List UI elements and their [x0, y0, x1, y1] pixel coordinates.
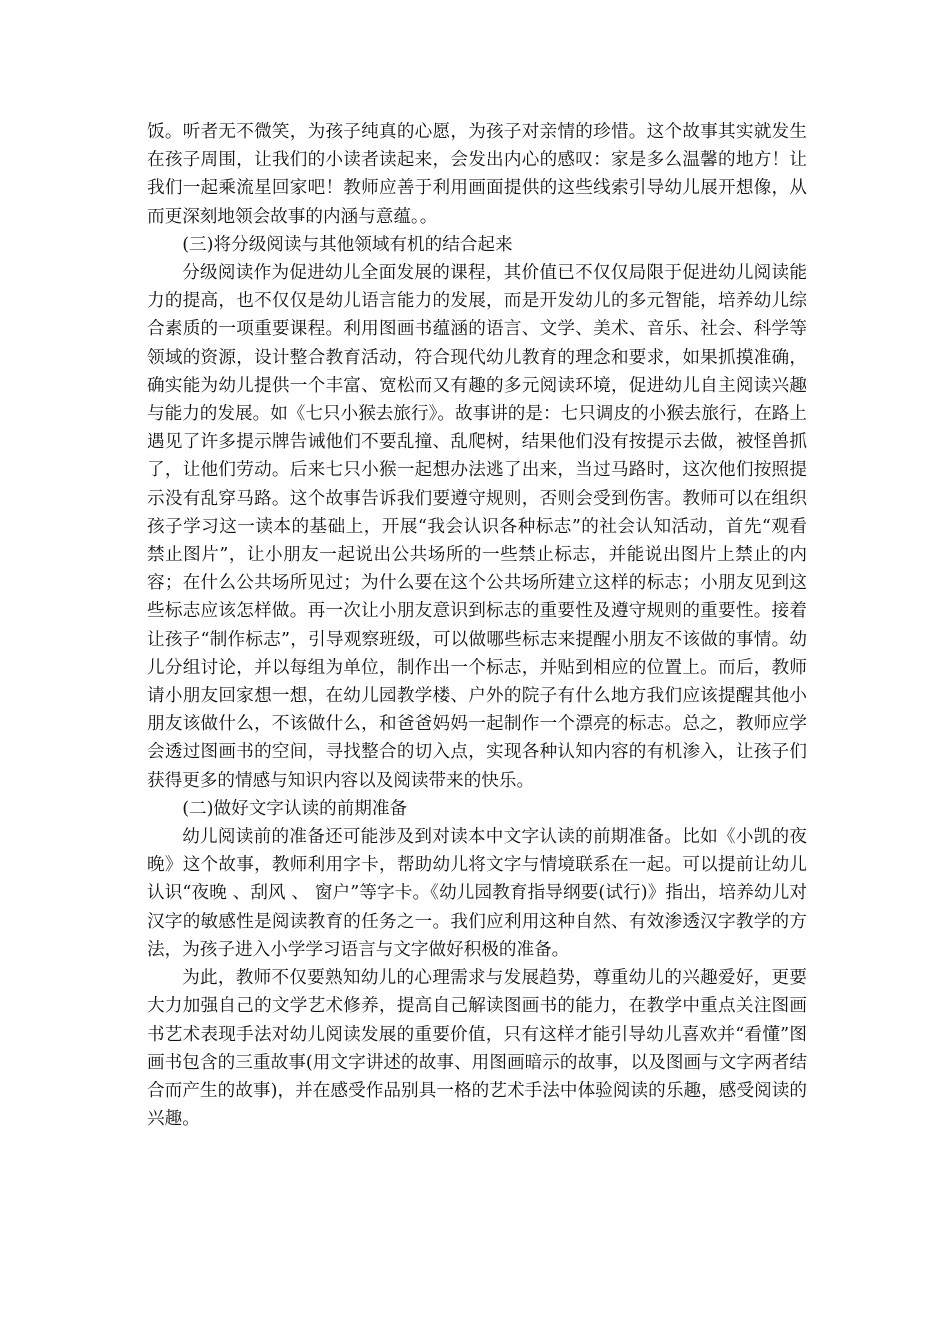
paragraph-word-reading: 幼儿阅读前的准备还可能涉及到对读本中文字认读的前期准备。比如《小凯的夜晚》这个故事，教师利用字卡，帮助幼儿将文字与情境联系在一起。可以提前让幼儿认识“夜晚 、刮风 、 窗户”等字卡。《幼儿园教育指导纲要(试行)》指出，培养幼儿对汉字的敏感性是阅读教育的任务之一。我们应利用这种自然、有效渗透汉字教学的方法，为孩子进入小学学习语言与文字做好积极的准备。 [147, 827, 807, 960]
section-heading-word-reading: (二)做好文字认读的前期准备 [182, 798, 408, 819]
paragraph-continuation: 饭。听者无不微笑，为孩子纯真的心愿，为孩子对亲情的珍惜。这个故事其实就发生在孩子周围，让我们的小读者读起来，会发出内心的感叹：家是多么温馨的地方！让我们一起乘流星回家吧！教师应善于利用画面提供的这些线索引导幼儿展开想像，从而更深刻地领会故事的内涵与意蕴。。 [147, 122, 807, 227]
paragraph-integration: 分级阅读作为促进幼儿全面发展的课程，其价值已不仅仅局限于促进幼儿阅读能力的提高，也不仅仅是幼儿语言能力的发展，而是开发幼儿的多元智能，培养幼儿综合素质的一项重要课程。利用图画书蕴涵的语言、文学、美术、音乐、社会、科学等领域的资源，设计整合教育活动，符合现代幼儿教育的理念和要求，如果抓摸准确，确实能为幼儿提供一个丰富、宽松而又有趣的多元阅读环境，促进幼儿自主阅读兴趣与能力的发展。如《七只小猴去旅行》。故事讲的是：七只调皮的小猴去旅行，在路上遇见了许多提示牌告诫他们不要乱撞、乱爬树，结果他们没有按提示去做，被怪兽抓了，让他们劳动。后来七只小猴一起想办法逃了出来，当过马路时，这次他们按照提示没有乱穿马路。这个故事告诉我们要遵守规则，否则会受到伤害。教师可以在组织孩子学习这一读本的基础上，开展“我会认识各种标志”的社会认知活动，首先“观看禁止图片”，让小朋友一起说出公共场所的一些禁止标志，并能说出图片上禁止的内容；在什么公共场所见过；为什么要在这个公共场所建立这样的标志；小朋友见到这些标志应该怎样做。再一次让小朋友意识到标志的重要性及遵守规则的重要性。接着让孩子“制作标志”，引导观察班级，可以做哪些标志来提醒小朋友不该做的事情。幼儿分组讨论，并以每组为单位，制作出一个标志，并贴到相应的位置上。而后，教师请小朋友回家想一想，在幼儿园教学楼、户外的院子有什么地方我们应该提醒其他小朋友该做什么，不该做什么，和爸爸妈妈一起制作一个漂亮的标志。总之，教师应学会透过图画书的空间，寻找整合的切入点，实现各种认知内容的有机渗入，让孩子们获得更多的情感与知识内容以及阅读带来的快乐。 [147, 263, 807, 791]
document-body [147, 118, 807, 1133]
paragraph-conclusion: 为此，教师不仅要熟知幼儿的心理需求与发展趋势，尊重幼儿的兴趣爱好，更要大力加强自己的文学艺术修养，提高自己解读图画书的能力，在教学中重点关注图画书艺术表现手法对幼儿阅读发展的重要价值，只有这样才能引导幼儿喜欢并“看懂”图画书包含的三重故事(用文字讲述的故事、用图画暗示的故事，以及图画与文字两者结合而产生的故事)，并在感受作品别具一格的艺术手法中体验阅读的乐趣，感受阅读的兴趣。 [147, 968, 807, 1130]
section-heading-integration: (三)将分级阅读与其他领域有机的结合起来 [182, 234, 513, 255]
